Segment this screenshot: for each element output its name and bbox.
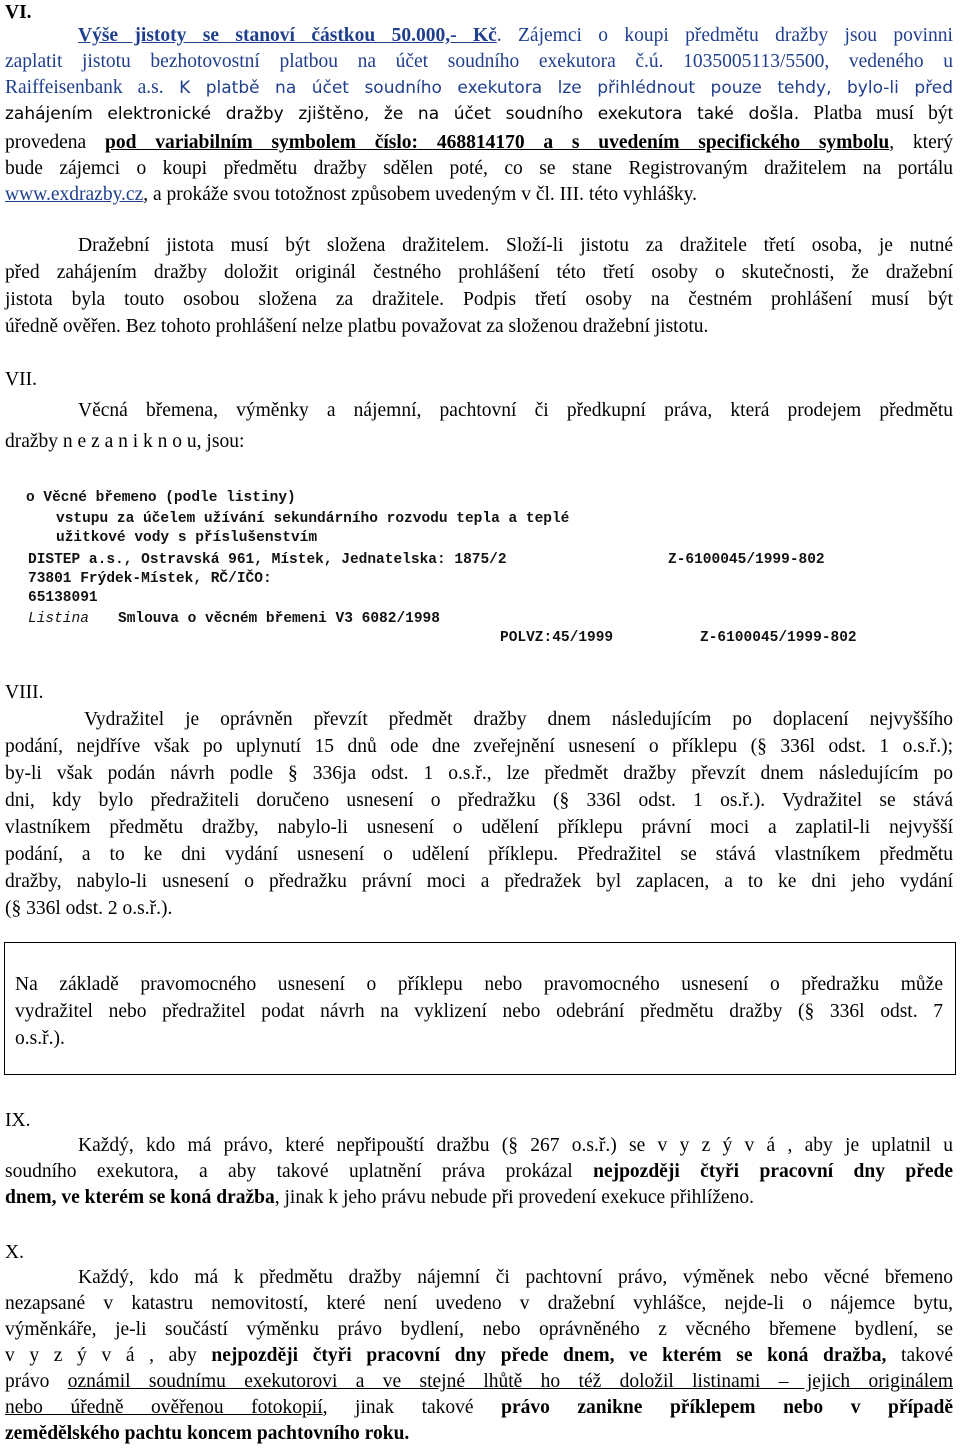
excerpt-row-7: Smlouva o věcném břemeni V3 6082/1998 xyxy=(118,611,440,627)
variable-symbol: pod variabilním symbolem číslo: 468814170 a s uvedením specifického symbolu xyxy=(104,132,890,153)
paragraph-2-line-4: úředně ověřen. Bez tohoto prohlášení nelze platbu považovat za složenou dražební jistotu. xyxy=(5,316,709,337)
section-heading-vi: VI. xyxy=(5,2,32,23)
x-line-4-c: takové xyxy=(886,1345,954,1366)
x-line-6-bold: právo zanikne příklepem nebo v případě xyxy=(501,1397,954,1418)
x-line-6 xyxy=(5,1395,953,1421)
viii-line-2: podání, nejdříve však po uplynutí 15 dnů ode dne zveřejnění usnesení o příklepu (§ 336l odst. 1 o.s.ř.); xyxy=(5,736,953,757)
excerpt-row-5: 73801 Frýdek-Místek, RČ/IČO: xyxy=(28,571,272,587)
jistota-line-2: zaplatit jistotu bezhotovostní platbou na účet soudního exekutora č.ú. 1035005113/5500, vedeného u xyxy=(5,51,953,72)
jistota-line-7 xyxy=(5,182,953,208)
section-heading-ix: IX. xyxy=(5,1110,31,1131)
vii-line-1: Věcná břemena, výměnky a nájemní, pachtovní či předkupní práva, která prodejem předmětu xyxy=(78,400,953,421)
excerpt-row-4: DISTEP a.s., Ostravská 961, Místek, Jednatelska: 1875/2 xyxy=(28,552,507,568)
section-heading-x: X. xyxy=(5,1242,24,1263)
jistota-line-5-c: , který xyxy=(889,132,953,153)
exdrazby-link[interactable]: www.exdrazby.cz xyxy=(5,184,144,205)
jistota-amount: Výše jistoty se stanoví částkou 50.000,- Kč xyxy=(78,25,497,46)
box-line-1: Na základě pravomocného usnesení o příklepu nebo pravomocného usnesení o předražku může xyxy=(15,974,943,995)
jistota-line-4-b: Platba musí být xyxy=(799,103,953,124)
ix-line-2-a: soudního exekutora, a aby takové uplatnění práva prokázal xyxy=(5,1161,594,1182)
viii-line-8: (§ 336l odst. 2 o.s.ř.). xyxy=(5,898,173,919)
paragraph-2-line-1: Dražební jistota musí být složena dražitelem. Složí-li jistotu za dražitele třetí osoba, je nutné xyxy=(78,235,953,256)
jistota-line-3-rest: K platbě na účet soudního exekutora lze přihlédnout pouze tehdy, bylo-li před xyxy=(163,78,953,98)
excerpt-row-3: užitkové vody s příslušenstvím xyxy=(56,530,318,546)
excerpt-row-8-left: POLVZ:45/1999 xyxy=(500,630,614,646)
jistota-line-5-a: provedena xyxy=(5,132,105,153)
ix-deadline: nejpozději čtyři pracovní dny přede xyxy=(593,1161,954,1182)
viii-line-4: dni, kdy bylo předražiteli doručeno usnesení o předražku (§ 336l odst. 1 os.ř.). Vydražitel se stává xyxy=(5,790,953,811)
x-line-5-a: právo xyxy=(5,1371,68,1392)
excerpt-row-6: 65138091 xyxy=(28,590,98,606)
x-line-2: nezapsané v katastru nemovitostí, které není uvedeno v dražební vyhlášce, nejde-li o nájemce bytu, xyxy=(5,1293,953,1314)
x-line-5-underlined: oznámil soudnímu exekutorovi a ve stejné lhůtě ho též doložil listinami – jejich originálem xyxy=(67,1371,953,1392)
excerpt-row-2: vstupu za účelem užívání sekundárního rozvodu tepla a teplé xyxy=(56,511,570,527)
viii-line-7: dražby, nabylo-li usnesení o předražku právní moci a předražek byl zaplacen, a to ke dni jeho vydání xyxy=(5,871,953,892)
excerpt-row-8-right: Z-6100045/1999-802 xyxy=(700,630,857,646)
jistota-line-5 xyxy=(5,130,953,156)
jistota-line-1-rest: . Zájemci o koupi předmětu dražby jsou povinni xyxy=(496,25,953,46)
box-line-2: vydražitel nebo předražitel podat návrh na vyklizení nebo odebrání předmětu dražby (§ 336l odst. 7 xyxy=(15,1001,943,1022)
jistota-line-4-a: zahájením elektronické dražby zjištěno, že na účet soudního exekutora také došla. xyxy=(5,104,800,124)
jistota-line-3 xyxy=(5,75,953,101)
x-line-5 xyxy=(5,1369,953,1395)
x-line-4-a: v y z ý v á , aby xyxy=(5,1345,212,1366)
jistota-line-4 xyxy=(5,101,953,127)
x-line-3: výměnkáře, je-li součástí výměnku právo bydlení, nebo oprávněného z věcného břemene bydlení, se xyxy=(5,1319,953,1340)
paragraph-2-line-3: jistota byla touto osobou složena za dražitele. Podpis třetí osoby na čestném prohlášení musí být xyxy=(5,289,953,310)
viii-line-5: vlastníkem předmětu dražby, nabylo-li usnesení o udělení příklepu právní moci a zaplatil-li nejvyšší xyxy=(5,817,953,838)
box-line-3: o.s.ř.). xyxy=(15,1028,65,1049)
ix-line-2 xyxy=(5,1159,953,1185)
ix-deadline-2: dnem, ve kterém se koná dražba xyxy=(5,1187,275,1208)
x-line-7: zemědělského pachtu koncem pachtovního roku. xyxy=(5,1423,410,1444)
x-deadline: nejpozději čtyři pracovní dny přede dnem, ve kterém se koná dražba, xyxy=(211,1345,887,1366)
ix-line-3-b: , jinak k jeho právu nebude při provedení exekuce přihlíženo. xyxy=(274,1187,754,1208)
ix-line-1: Každý, kdo má právo, které nepřipouští dražbu (§ 267 o.s.ř.) se v y z ý v á , aby je uplatnil u xyxy=(78,1135,953,1156)
viii-line-3: by-li však podán návrh podle § 336ja odst. 1 o.s.ř., lze předmět dražby převzít dnem následujícím po xyxy=(5,763,953,784)
section-heading-vii: VII. xyxy=(5,369,37,390)
section-heading-viii: VIII. xyxy=(5,682,44,703)
viii-line-1: Vydražitel je oprávněn převzít předmět dražby dnem následujícím po doplacení nejvyššího xyxy=(84,709,953,730)
excerpt-row-4-right: Z-6100045/1999-802 xyxy=(668,552,825,568)
paragraph-2-line-2: před zahájením dražby doložit originál čestného prohlášení této třetí osoby o skutečnosti, že dražební xyxy=(5,262,953,283)
jistota-line-7-rest: , a prokáže svou totožnost způsobem uvedeným v čl. III. této vyhlášky. xyxy=(143,184,698,205)
x-line-6-b: , jinak takové xyxy=(322,1397,502,1418)
x-line-1: Každý, kdo má k předmětu dražby nájemní či pachtovní právo, výměnek nebo věcné břemeno xyxy=(78,1267,953,1288)
bank-name: Raiffeisenbank a.s. xyxy=(5,77,164,98)
jistota-line-1 xyxy=(78,23,953,49)
ix-line-3 xyxy=(5,1185,953,1211)
vii-line-2: dražby n e z a n i k n o u, jsou: xyxy=(5,431,245,452)
x-line-4 xyxy=(5,1343,953,1369)
excerpt-row-1: o Věcné břemeno (podle listiny) xyxy=(26,490,296,506)
viii-line-6: podání, a to ke dni vydání usnesení o udělení příklepu. Předražitel se stává vlastníkem předmětu xyxy=(5,844,953,865)
x-line-6-underlined: nebo úředně ověřenou fotokopií xyxy=(5,1397,323,1418)
excerpt-row-7-label: Listina xyxy=(28,611,89,627)
jistota-line-6: bude zájemci o koupi předmětu dražby sdělen poté, co se stane Registrovaným dražitelem na portálu xyxy=(5,158,953,179)
